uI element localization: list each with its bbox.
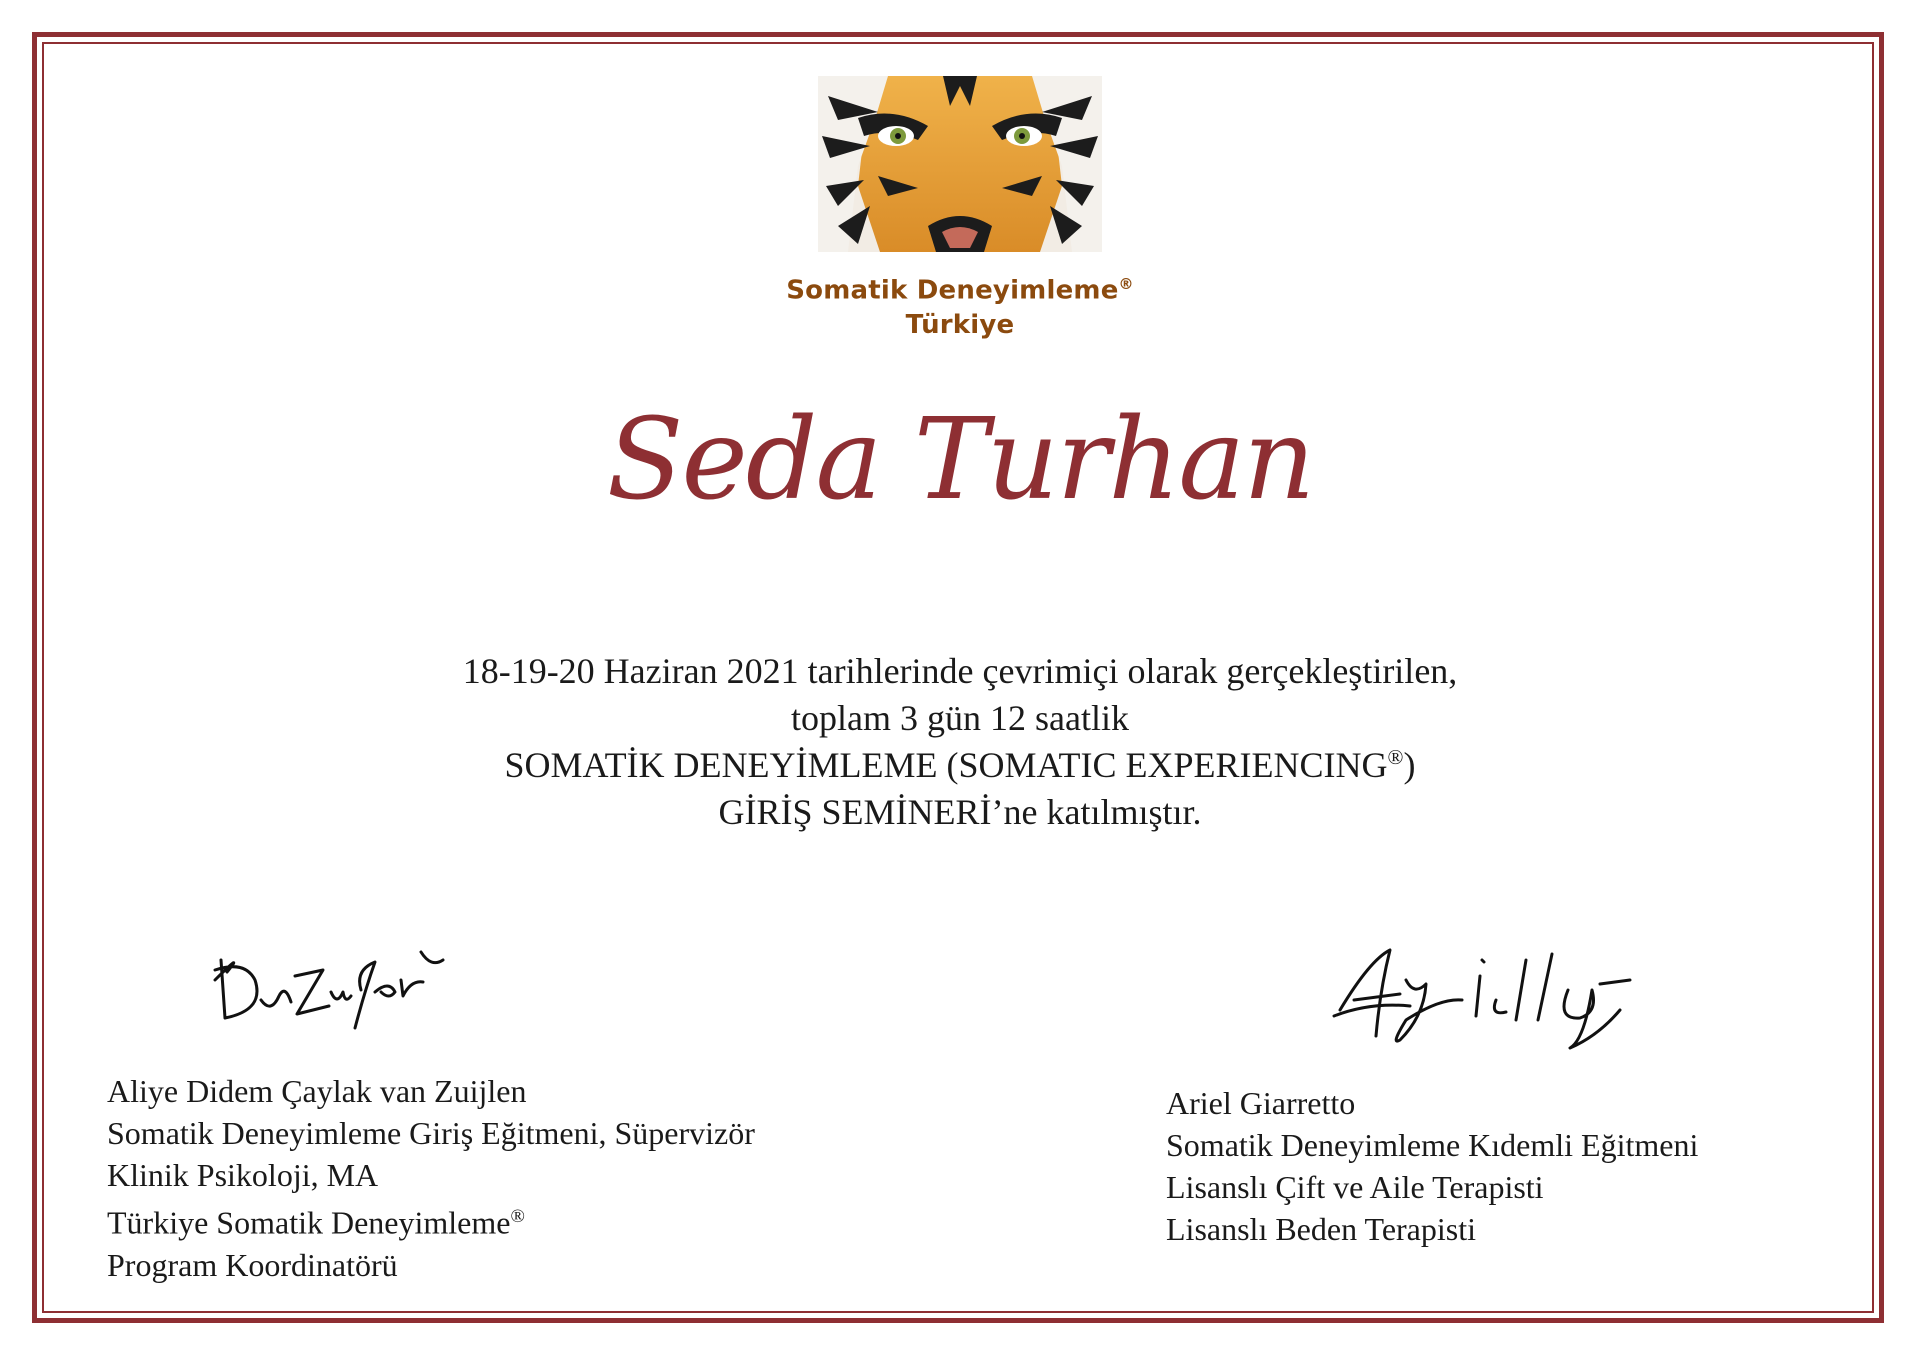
signer-left-name: Aliye Didem Çaylak van Zuijlen <box>107 1073 527 1109</box>
certificate-text-line-2: toplam 3 gün 12 saatlik <box>791 698 1129 738</box>
signature-left <box>205 940 465 1030</box>
organization-name-text: Somatik Deneyimleme <box>786 275 1119 306</box>
signer-left-title-4: Program Koordinatörü <box>107 1246 398 1283</box>
certificate-text-line-1: 18-19-20 Haziran 2021 tarihlerinde çevrimiçi olarak gerçekleştirilen, <box>462 651 1458 691</box>
organization-country: Türkiye <box>905 310 1015 340</box>
tiger-face-icon <box>818 76 1102 252</box>
seminar-title: SOMATİK DENEYİMLEME (SOMATIC EXPERIENCING <box>504 745 1388 785</box>
registered-mark: ® <box>1387 745 1404 769</box>
organization-name <box>0 275 1920 306</box>
signature-right <box>1330 940 1640 1050</box>
signer-left-title-1: Somatik Deneyimleme Giriş Eğitmeni, Süpervizör <box>107 1115 755 1151</box>
certificate-text-line-3 <box>0 744 1920 786</box>
registered-mark: ® <box>1118 275 1134 293</box>
signer-right-details <box>1166 1082 1698 1250</box>
signer-left-title-2: Klinik Psikoloji, MA <box>107 1157 379 1193</box>
signer-right-title-1: Somatik Deneyimleme Kıdemli Eğitmeni <box>1166 1127 1699 1163</box>
signer-left-details <box>107 1070 755 1286</box>
signer-right-name: Ariel Giarretto <box>1166 1085 1356 1121</box>
certificate-text-line-4: GİRİŞ SEMİNERİ’ne katılmıştır. <box>718 792 1202 832</box>
signer-right-title-3: Lisanslı Beden Terapisti <box>1166 1211 1476 1247</box>
signer-left-title-3-text: Türkiye Somatik Deneyimleme <box>107 1204 511 1241</box>
signer-right-title-2: Lisanslı Çift ve Aile Terapisti <box>1166 1169 1544 1205</box>
seminar-title-end: ) <box>1403 745 1416 785</box>
recipient-name: Seda Turhan <box>606 395 1314 525</box>
registered-mark: ® <box>510 1206 525 1227</box>
signer-left-title-3 <box>107 1196 755 1244</box>
